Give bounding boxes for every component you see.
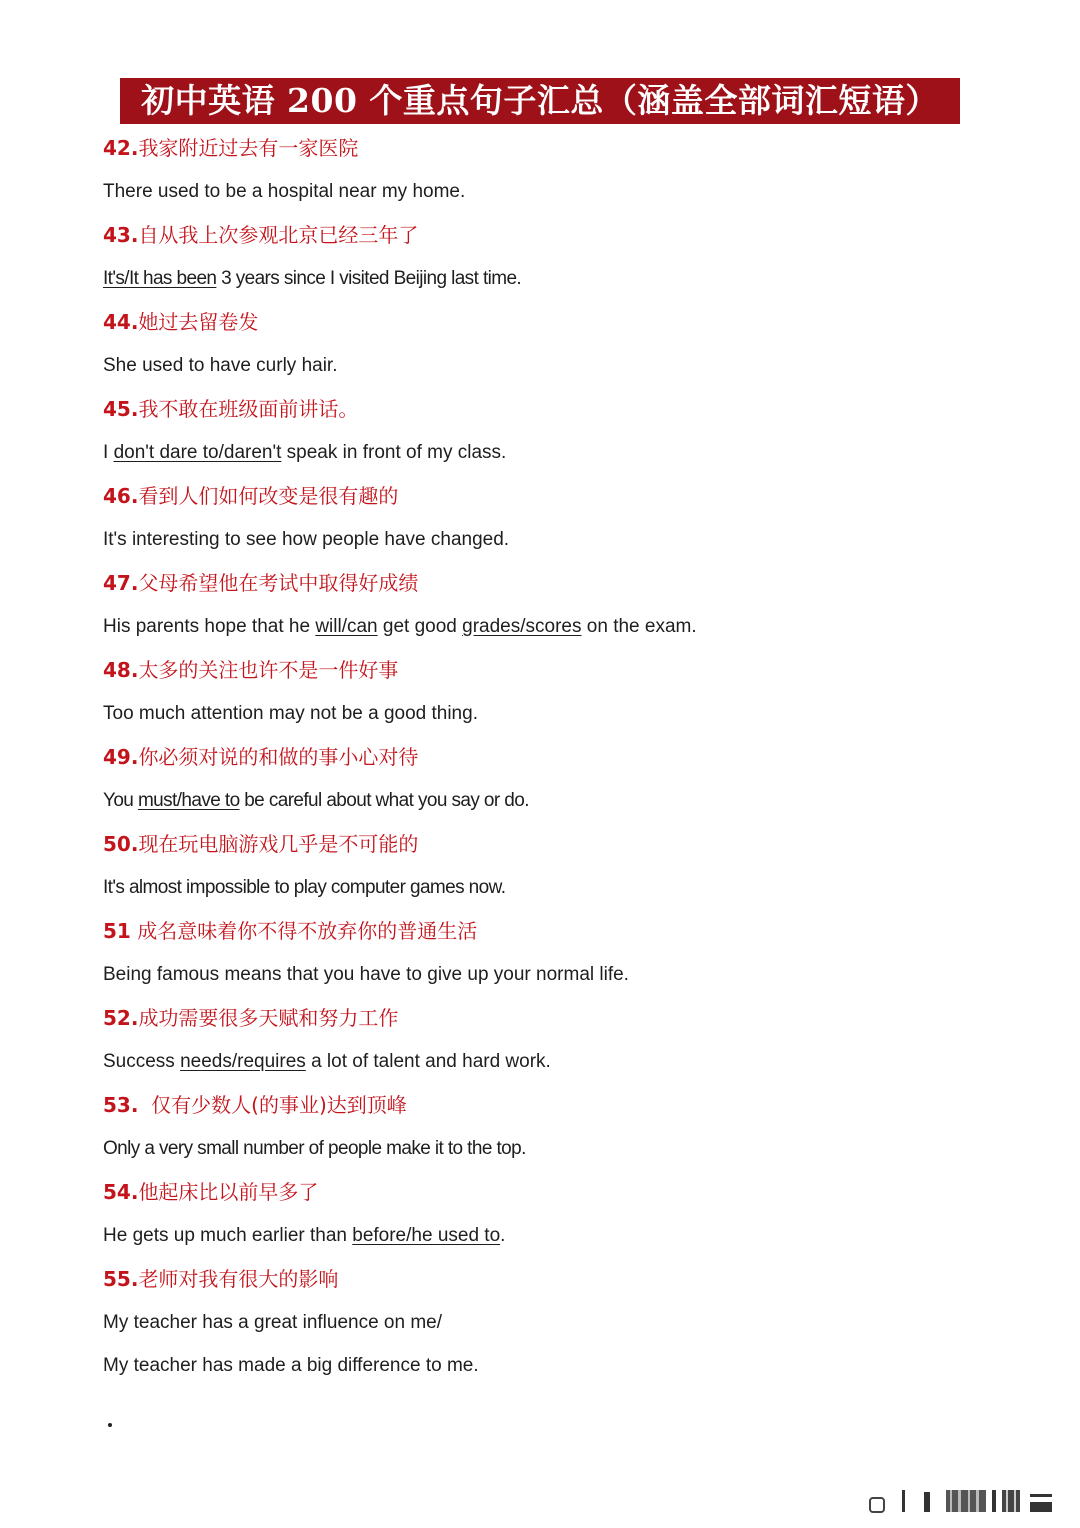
sentence-segment: She used to have curly hair. bbox=[103, 355, 338, 376]
chinese-text: 她过去留卷发 bbox=[138, 310, 259, 334]
sentence-number: 53. bbox=[103, 1093, 139, 1117]
sentence-segment: be careful about what you say or do. bbox=[239, 790, 529, 811]
sentence-segment: Only a very small number of people make it to the top. bbox=[103, 1138, 526, 1159]
sentence-segment: speak in front of my class. bbox=[281, 442, 507, 463]
sentence-segment: It's almost impossible to play computer games now. bbox=[103, 877, 506, 898]
bullet-dot bbox=[108, 1423, 112, 1427]
sentence-number: 46. bbox=[103, 484, 139, 508]
sentence-number: 42. bbox=[103, 136, 139, 160]
sentence-number: 49. bbox=[103, 745, 139, 769]
sentence-entry bbox=[103, 996, 1003, 1083]
chinese-sentence bbox=[103, 561, 1003, 605]
sentence-number: 48. bbox=[103, 658, 139, 682]
chinese-sentence bbox=[103, 822, 1003, 866]
sentence-entry bbox=[103, 822, 1003, 909]
chinese-sentence bbox=[103, 909, 1003, 953]
chinese-text: 我不敢在班级面前讲话。 bbox=[138, 397, 359, 421]
sentence-entry bbox=[103, 126, 1003, 213]
chinese-sentence bbox=[103, 1083, 1003, 1127]
english-sentence bbox=[103, 1040, 1003, 1083]
chinese-text: 他起床比以前早多了 bbox=[138, 1180, 319, 1204]
english-sentence bbox=[103, 953, 1003, 996]
chinese-text: 你必须对说的和做的事小心对待 bbox=[138, 745, 419, 769]
english-sentence bbox=[103, 866, 1003, 909]
sentence-segment: There used to be a hospital near my home. bbox=[103, 181, 466, 202]
sentence-segment: My teacher has made a big difference to me. bbox=[103, 1355, 479, 1376]
sentence-number: 43. bbox=[103, 223, 139, 247]
sentence-segment: a lot of talent and hard work. bbox=[305, 1051, 551, 1072]
chinese-sentence bbox=[103, 648, 1003, 692]
underlined-phrase: must/have to bbox=[137, 790, 240, 811]
sentence-number: 50. bbox=[103, 832, 139, 856]
english-sentence bbox=[103, 779, 1003, 822]
chinese-sentence bbox=[103, 213, 1003, 257]
english-sentence bbox=[103, 1127, 1003, 1170]
chinese-text: 仅有少数人(的事业)达到顶峰 bbox=[138, 1093, 407, 1117]
sentence-segment: You bbox=[103, 790, 138, 811]
page-title: 初中英语 200 个重点句子汇总（涵盖全部词汇短语） bbox=[120, 78, 960, 124]
sentence-entry bbox=[103, 300, 1003, 387]
underlined-phrase: grades/scores bbox=[462, 616, 582, 637]
sentence-number: 45. bbox=[103, 397, 139, 421]
barcode-watermark-icon bbox=[862, 1488, 1062, 1514]
chinese-text: 老师对我有很大的影响 bbox=[138, 1267, 339, 1291]
english-sentence bbox=[103, 170, 1003, 213]
english-sentence bbox=[103, 431, 1003, 474]
chinese-sentence bbox=[103, 735, 1003, 779]
sentence-segment: . bbox=[500, 1225, 506, 1246]
english-sentence bbox=[103, 344, 1003, 387]
chinese-text: 成功需要很多天赋和努力工作 bbox=[138, 1006, 399, 1030]
sentence-segment: on the exam. bbox=[581, 616, 697, 637]
sentence-entry bbox=[103, 561, 1003, 648]
sentence-segment: It's interesting to see how people have changed. bbox=[103, 529, 510, 550]
sentence-entry bbox=[103, 213, 1003, 300]
sentence-segment: He gets up much earlier than bbox=[103, 1225, 353, 1246]
underlined-phrase: needs/requires bbox=[180, 1051, 306, 1072]
sentence-segment: Being famous means that you have to give up your normal life. bbox=[103, 964, 629, 985]
chinese-sentence bbox=[103, 474, 1003, 518]
sentence-entry bbox=[103, 1257, 1003, 1387]
english-sentence bbox=[103, 257, 1003, 300]
chinese-text: 太多的关注也许不是一件好事 bbox=[138, 658, 399, 682]
english-sentence bbox=[103, 692, 1003, 735]
sentence-number: 47. bbox=[103, 571, 139, 595]
sentence-entry bbox=[103, 474, 1003, 561]
sentence-segment: His parents hope that he bbox=[103, 616, 316, 637]
chinese-sentence bbox=[103, 126, 1003, 170]
sentence-segment: I bbox=[103, 442, 114, 463]
underlined-phrase: will/can bbox=[315, 616, 378, 637]
sentence-segment: 3 years since I visited Beijing last time. bbox=[216, 268, 522, 289]
sentence-number: 55. bbox=[103, 1267, 139, 1291]
english-sentence bbox=[103, 518, 1003, 561]
english-sentence bbox=[103, 1301, 1003, 1344]
chinese-text: 成名意味着你不得不放弃你的普通生活 bbox=[130, 919, 478, 943]
chinese-text: 自从我上次参观北京已经三年了 bbox=[138, 223, 419, 247]
sentence-segment: Success bbox=[103, 1051, 181, 1072]
sentence-entry bbox=[103, 909, 1003, 996]
sentence-entry bbox=[103, 648, 1003, 735]
sentence-entry bbox=[103, 387, 1003, 474]
underlined-phrase: don't dare to/daren't bbox=[113, 442, 282, 463]
chinese-text: 看到人们如何改变是很有趣的 bbox=[138, 484, 399, 508]
sentence-number: 51 bbox=[103, 919, 131, 943]
sentence-segment: Too much attention may not be a good thing. bbox=[103, 703, 478, 724]
underlined-phrase: It's/It has been bbox=[103, 268, 217, 289]
chinese-sentence bbox=[103, 996, 1003, 1040]
english-sentence bbox=[103, 1214, 1003, 1257]
sentence-entry bbox=[103, 1170, 1003, 1257]
chinese-text: 父母希望他在考试中取得好成绩 bbox=[138, 571, 419, 595]
sentence-entry bbox=[103, 735, 1003, 822]
chinese-sentence bbox=[103, 1170, 1003, 1214]
sentence-number: 54. bbox=[103, 1180, 139, 1204]
chinese-sentence bbox=[103, 1257, 1003, 1301]
sentence-segment: get good bbox=[377, 616, 463, 637]
underlined-phrase: before/he used to bbox=[352, 1225, 501, 1246]
sentence-segment: My teacher has a great influence on me/ bbox=[103, 1312, 443, 1333]
chinese-text: 现在玩电脑游戏几乎是不可能的 bbox=[138, 832, 419, 856]
chinese-sentence bbox=[103, 300, 1003, 344]
sentence-entry bbox=[103, 1083, 1003, 1170]
sentence-list bbox=[103, 126, 1003, 1387]
chinese-text: 我家附近过去有一家医院 bbox=[138, 136, 359, 160]
english-sentence-alt bbox=[103, 1344, 1003, 1387]
sentence-number: 44. bbox=[103, 310, 139, 334]
english-sentence bbox=[103, 605, 1003, 648]
sentence-number: 52. bbox=[103, 1006, 139, 1030]
chinese-sentence bbox=[103, 387, 1003, 431]
